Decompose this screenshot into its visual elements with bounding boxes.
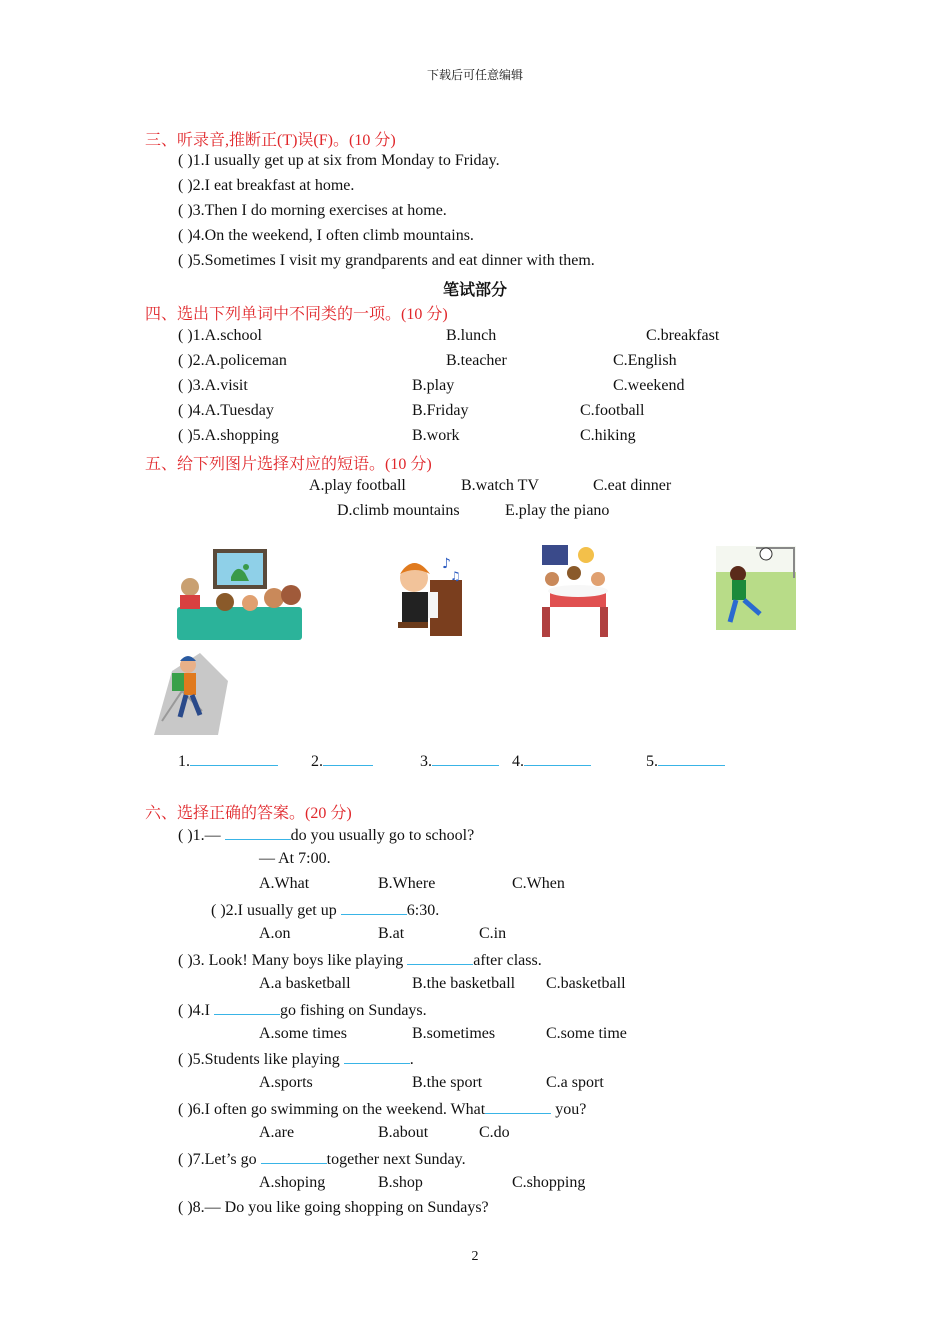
s5-answer-1[interactable] xyxy=(178,751,278,771)
s6-q1-c: C.When xyxy=(512,875,565,892)
s4-q4-b: B.Friday xyxy=(412,402,469,419)
s6-q7-a: A.shoping xyxy=(259,1174,326,1191)
section-6-title: 六、选择正确的答案。(20 分) xyxy=(145,805,352,822)
s5-option-b: B.watch TV xyxy=(461,477,539,494)
s4-q3-b: B.play xyxy=(412,377,455,394)
s5-option-c: C.eat dinner xyxy=(593,477,672,494)
s6-q2 xyxy=(211,900,439,920)
s5-option-d: D.climb mountains xyxy=(337,502,460,519)
s6-q2-b: B.at xyxy=(378,925,405,942)
s5-answer-1-blank[interactable] xyxy=(190,751,278,766)
s4-q2-b: B.teacher xyxy=(446,352,507,369)
s5-answer-5[interactable] xyxy=(646,751,725,771)
eat-dinner-picture xyxy=(536,543,618,641)
s6-q5-blank[interactable] xyxy=(344,1049,410,1064)
svg-text:♫: ♫ xyxy=(450,569,461,583)
s6-q7-post: together next Sunday. xyxy=(326,1151,466,1168)
s6-q3-c: C.basketball xyxy=(546,975,626,992)
s6-q5-b: B.the sport xyxy=(412,1074,483,1091)
page-header: 下载后可任意编辑 xyxy=(426,68,523,82)
s6-q3-b: B.the basketball xyxy=(412,975,516,992)
s4-q2: ( )2.A.policeman xyxy=(178,352,287,369)
s5-answer-1-number: 1. xyxy=(178,753,190,770)
s6-q1-post: do you usually go to school? xyxy=(290,827,475,844)
s6-q3-a: A.a basketball xyxy=(259,975,351,992)
written-part-title: 笔试部分 xyxy=(442,282,507,299)
watch-tv-picture xyxy=(176,547,303,641)
s4-q3: ( )3.A.visit xyxy=(178,377,248,394)
s4-q4: ( )4.A.Tuesday xyxy=(178,402,274,419)
s5-answer-5-number: 5. xyxy=(646,753,658,770)
climb-mountains-picture xyxy=(152,651,230,735)
s6-q4-blank[interactable] xyxy=(214,1000,280,1015)
s6-q4-a: A.some times xyxy=(259,1025,347,1042)
s6-q6-b: B.about xyxy=(378,1124,429,1141)
s6-q1-b: B.Where xyxy=(378,875,436,892)
s6-q6 xyxy=(178,1099,586,1119)
s6-q6-c: C.do xyxy=(479,1124,510,1141)
s5-option-a: A.play football xyxy=(309,477,406,494)
s6-q3 xyxy=(178,950,542,970)
s6-q1-a: A.What xyxy=(259,875,310,892)
s5-answer-3-number: 3. xyxy=(420,753,432,770)
s6-q7-pre: ( )7.Let’s go xyxy=(178,1151,261,1168)
s6-q1-reply: — At 7:00. xyxy=(259,850,331,867)
s6-q1 xyxy=(178,825,474,845)
s6-q2-a: A.on xyxy=(259,925,291,942)
s6-q2-c: C.in xyxy=(479,925,507,942)
s6-q1-blank[interactable] xyxy=(225,825,291,840)
s5-answer-4-blank[interactable] xyxy=(524,751,591,766)
s3-item-3: ( )3.Then I do morning exercises at home. xyxy=(178,202,447,219)
s5-answer-2-number: 2. xyxy=(311,753,323,770)
s6-q2-pre: ( )2.I usually get up xyxy=(211,902,341,919)
s3-item-4: ( )4.On the weekend, I often climb mountains. xyxy=(178,227,474,244)
play-piano-picture xyxy=(390,552,464,638)
s5-answer-5-blank[interactable] xyxy=(658,751,725,766)
s4-q5-c: C.hiking xyxy=(580,427,636,444)
s3-item-1: ( )1.I usually get up at six from Monday to Friday. xyxy=(178,152,500,169)
s6-q3-post: after class. xyxy=(473,952,542,969)
s6-q4-pre: ( )4.I xyxy=(178,1002,214,1019)
s4-q1: ( )1.A.school xyxy=(178,327,262,344)
s5-option-e: E.play the piano xyxy=(505,502,610,519)
s6-q7 xyxy=(178,1149,466,1169)
section-3-title: 三、听录音,推断正(T)误(F)。(10 分) xyxy=(145,132,396,149)
s4-q5-b: B.work xyxy=(412,427,460,444)
s6-q3-pre: ( )3. Look! Many boys like playing xyxy=(178,952,408,969)
s6-q4-post: go fishing on Sundays. xyxy=(279,1002,427,1019)
s4-q1-b: B.lunch xyxy=(446,327,497,344)
page-number: 2 xyxy=(471,1249,479,1264)
section-5-title: 五、给下列图片选择对应的短语。(10 分) xyxy=(145,456,432,473)
svg-text:♪: ♪ xyxy=(442,556,451,572)
s4-q1-c: C.breakfast xyxy=(646,327,720,344)
s6-q2-post: 6:30. xyxy=(406,902,440,919)
s6-q6-blank[interactable] xyxy=(485,1099,551,1114)
s5-answer-3[interactable] xyxy=(420,751,499,771)
section-4-title: 四、选出下列单词中不同类的一项。(10 分) xyxy=(145,306,448,323)
s6-q8: ( )8.— Do you like going shopping on Sundays? xyxy=(178,1199,489,1216)
s4-q3-c: C.weekend xyxy=(613,377,685,394)
s4-q5: ( )5.A.shopping xyxy=(178,427,279,444)
play-football-picture xyxy=(716,546,796,630)
s5-answer-4-number: 4. xyxy=(512,753,524,770)
s6-q5-post: . xyxy=(409,1051,414,1068)
s6-q7-blank[interactable] xyxy=(261,1149,327,1164)
s5-answer-2[interactable] xyxy=(311,751,373,771)
s6-q5 xyxy=(178,1049,414,1069)
s6-q7-c: C.shopping xyxy=(512,1174,586,1191)
s6-q1-pre: ( )1.— xyxy=(178,827,225,844)
s6-q4-c: C.some time xyxy=(546,1025,627,1042)
s5-answer-4[interactable] xyxy=(512,751,591,771)
s6-q7-b: B.shop xyxy=(378,1174,423,1191)
s3-item-5: ( )5.Sometimes I visit my grandparents and eat dinner with them. xyxy=(178,252,595,269)
s4-q4-c: C.football xyxy=(580,402,645,419)
s6-q5-a: A.sports xyxy=(259,1074,313,1091)
s6-q3-blank[interactable] xyxy=(407,950,473,965)
s4-q2-c: C.English xyxy=(613,352,677,369)
s6-q4-b: B.sometimes xyxy=(412,1025,496,1042)
s3-item-2: ( )2.I eat breakfast at home. xyxy=(178,177,355,194)
s6-q4 xyxy=(178,1000,427,1020)
s6-q5-pre: ( )5.Students like playing xyxy=(178,1051,344,1068)
s6-q5-c: C.a sport xyxy=(546,1074,604,1091)
s5-answer-2-blank[interactable] xyxy=(323,751,373,766)
s5-answer-3-blank[interactable] xyxy=(432,751,499,766)
s6-q6-post: you? xyxy=(551,1101,587,1118)
s6-q6-pre: ( )6.I often go swimming on the weekend. What xyxy=(178,1101,486,1118)
s6-q6-a: A.are xyxy=(259,1124,295,1141)
s6-q2-blank[interactable] xyxy=(341,900,407,915)
